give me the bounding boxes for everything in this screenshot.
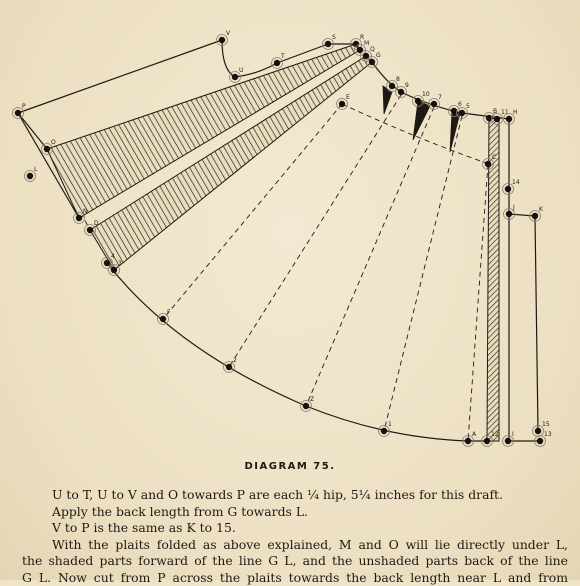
point-8 [389,83,395,89]
point-I [505,438,511,444]
dart-10-7 [413,101,430,140]
point-label-9: 9 [405,82,409,89]
point-S [325,41,331,47]
point-2 [226,364,232,370]
point-label-O: O [51,139,56,146]
point-F [160,316,166,322]
line-J-K [509,214,538,431]
point-G [369,59,375,65]
point-label-R: R [360,34,364,41]
point-label-E: E [346,94,350,101]
point-11 [494,116,500,122]
point-9 [398,89,404,95]
point-E [339,101,345,107]
point-label-14: 14 [512,179,520,186]
point-label-C: C [492,154,496,161]
point-C [485,161,491,167]
dash-7-Z [306,107,434,406]
point-4 [104,260,110,266]
point-D [87,227,93,233]
point-label-Z: Z [310,396,314,403]
point-label-P: P [22,103,26,110]
point-label-H: H [513,109,518,116]
point-H [506,116,512,122]
point-13 [537,438,543,444]
point-V [219,37,225,43]
dash-C-A [468,164,488,441]
point-12 [484,438,490,444]
diagram-caption: DIAGRAM 75. [0,461,580,472]
point-14 [505,186,511,192]
point-A [465,438,471,444]
point-U [232,74,238,80]
point-label-15: 15 [542,421,550,428]
dash-5-1 [384,116,462,431]
dart-8-9 [383,86,392,114]
point-label-B: B [493,108,497,115]
point-label-6: 6 [458,101,462,108]
point-label-4: 4 [111,253,115,260]
point-P [15,110,21,116]
point-label-M: M [364,40,369,47]
point-label-N: N [83,208,88,215]
point-K [532,213,538,219]
text-line-4: With the plaits folded as above explained, M and O will lie directly under L, [22,537,568,554]
point-label-U: U [239,67,243,74]
point-O [44,146,50,152]
point-label-3: 3 [118,260,122,267]
hem-curve [107,263,487,441]
text-line-2: Apply the back length from G towards L. [22,504,568,521]
point-L [27,173,33,179]
point-T [274,60,280,66]
point-label-7: 7 [438,94,442,101]
point-10 [415,98,421,104]
line-P-O [18,113,47,149]
point-Z [303,403,309,409]
point-15 [535,428,541,434]
point-label-V: V [226,30,231,37]
point-J [506,211,512,217]
point-label-Q: Q [370,46,375,53]
waist-curve [372,62,509,119]
point-5 [459,110,465,116]
point-label-5: 5 [466,103,470,110]
point-label-G: G [376,52,381,59]
point-label-I: I [512,431,514,438]
point-7 [431,101,437,107]
point-label-J: J [512,204,515,211]
point-label-S: S [332,34,336,41]
point-label-T: T [280,53,285,60]
point-1 [381,428,387,434]
point-3 [111,267,117,273]
point-label-F: F [167,309,171,316]
point-label-D: D [94,220,99,227]
point-label-12: 12 [491,431,499,438]
instruction-text [22,487,568,586]
curve-V-U-T [222,40,277,77]
point-label-13: 13 [544,431,552,438]
point-label-1: 1 [388,421,392,428]
point-label-11: 11 [501,109,509,116]
point-label-K: K [539,206,544,213]
point-label-L: L [34,166,38,173]
text-line-6: G L. Now cut from P across the plaits towards the back length near L and from [22,570,568,586]
text-line-3: V to P is the same as K to 15. [22,520,568,537]
point-N [76,215,82,221]
point-label-2: 2 [233,357,237,364]
text-line-5: the shaded parts forward of the line G L, and the unshaded parts back of the line [22,553,568,570]
point-label-10: 10 [422,91,430,98]
text-line-1: U to T, U to V and O towards P are each ¼ hip, 5¼ inches for this draft. [22,487,568,504]
point-label-A: A [472,431,477,438]
point-label-8: 8 [396,76,400,83]
